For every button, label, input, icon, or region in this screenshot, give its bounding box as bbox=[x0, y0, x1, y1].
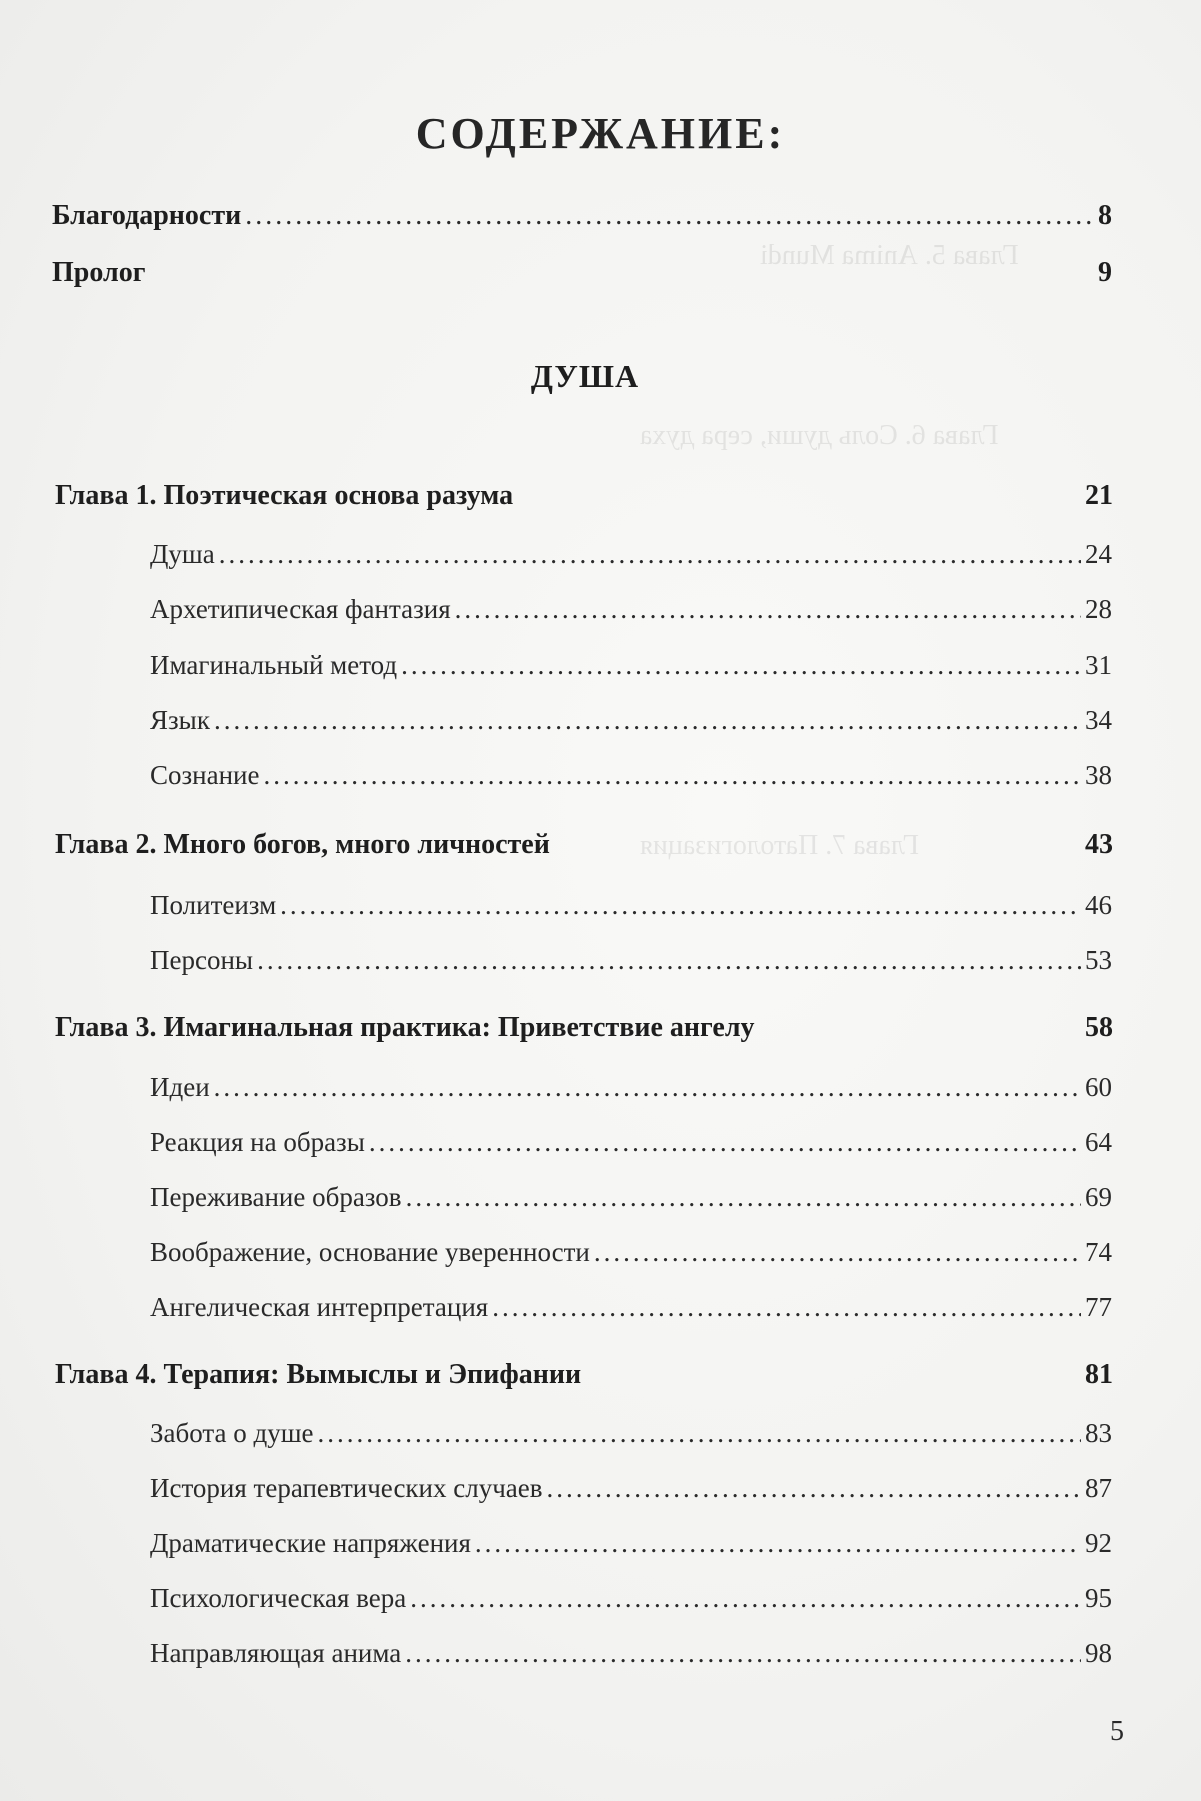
toc-section bbox=[150, 1232, 1112, 1272]
toc-entry-label: Благодарности bbox=[52, 200, 242, 231]
toc-section bbox=[150, 1578, 1112, 1618]
toc-section bbox=[150, 534, 1112, 574]
toc-page-number: 53 bbox=[1085, 945, 1112, 975]
toc-chapter-label: Глава 3. Имагинальная практика: Приветствие ангелу bbox=[55, 1012, 755, 1043]
toc-page-number: 95 bbox=[1085, 1583, 1112, 1613]
toc-section-label: Психологическая вера bbox=[150, 1583, 407, 1613]
toc-page-number: 28 bbox=[1085, 594, 1112, 624]
toc-section bbox=[150, 1067, 1112, 1107]
dot-leader bbox=[219, 534, 1081, 574]
dot-leader bbox=[245, 196, 1094, 236]
toc-page-number: 43 bbox=[1085, 829, 1113, 860]
page-number: 5 bbox=[1110, 1716, 1124, 1747]
toc-page-number: 9 bbox=[1098, 257, 1112, 288]
dot-leader bbox=[369, 1122, 1081, 1162]
dot-leader bbox=[318, 1413, 1081, 1453]
dot-leader bbox=[401, 645, 1081, 685]
toc-section bbox=[150, 1523, 1112, 1563]
toc-section-label: Ангелическая интерпретация bbox=[150, 1292, 489, 1322]
dot-leader bbox=[280, 885, 1081, 925]
toc-page-number: 21 bbox=[1085, 480, 1113, 511]
toc-section-label: Язык bbox=[150, 705, 210, 735]
toc-section bbox=[150, 1468, 1112, 1508]
toc-section-label: Душа bbox=[150, 539, 215, 569]
toc-page-number: 92 bbox=[1085, 1528, 1112, 1558]
toc-section bbox=[150, 589, 1112, 629]
toc-section-label: Реакция на образы bbox=[150, 1127, 365, 1157]
toc-chapter-label: Глава 2. Много богов, много личностей bbox=[55, 829, 550, 860]
toc-section bbox=[150, 1413, 1112, 1453]
toc-chapter-label: Глава 4. Терапия: Вымыслы и Эпифании bbox=[55, 1359, 582, 1390]
toc-section-label: Политеизм bbox=[150, 890, 277, 920]
toc-page-number: 58 bbox=[1085, 1012, 1113, 1043]
toc-section bbox=[150, 1177, 1112, 1217]
toc-section-label: Переживание образов bbox=[150, 1182, 402, 1212]
dot-leader bbox=[410, 1578, 1081, 1618]
dot-leader bbox=[406, 1177, 1081, 1217]
toc-page-number: 64 bbox=[1085, 1127, 1112, 1157]
show-through-text: Глава 7. Патологизация bbox=[640, 830, 919, 861]
toc-section-label: Архетипическая фантазия bbox=[150, 594, 451, 624]
toc-entry-prologue bbox=[52, 253, 1112, 293]
dot-leader bbox=[214, 700, 1081, 740]
toc-section bbox=[150, 700, 1112, 740]
show-through-text: Глава 5. Anima Mundi bbox=[760, 240, 1019, 271]
toc-page-number: 24 bbox=[1085, 539, 1112, 569]
toc-chapter bbox=[55, 1008, 1113, 1048]
toc-page-number: 81 bbox=[1085, 1359, 1113, 1390]
toc-section-label: История терапевтических случаев bbox=[150, 1473, 543, 1503]
toc-page-number: 8 bbox=[1098, 200, 1112, 231]
toc-page-number: 74 bbox=[1085, 1237, 1112, 1267]
toc-section bbox=[150, 1287, 1112, 1327]
dot-leader bbox=[547, 1468, 1081, 1508]
toc-section-label: Направляющая анима bbox=[150, 1638, 402, 1668]
toc-entry-label: Пролог bbox=[52, 257, 146, 288]
dot-leader bbox=[214, 1067, 1081, 1107]
part-heading: ДУША bbox=[530, 358, 640, 394]
toc-section bbox=[150, 940, 1112, 980]
toc-page-number: 34 bbox=[1085, 705, 1112, 735]
page-title: СОДЕРЖАНИЕ: bbox=[415, 109, 786, 158]
dot-leader bbox=[492, 1287, 1081, 1327]
toc-page-number: 60 bbox=[1085, 1072, 1112, 1102]
toc-section-label: Забота о душе bbox=[150, 1418, 314, 1448]
toc-page-number: 38 bbox=[1085, 760, 1112, 790]
toc-page-number: 77 bbox=[1085, 1292, 1112, 1322]
dot-leader bbox=[594, 1232, 1081, 1272]
dot-leader bbox=[405, 1633, 1081, 1673]
toc-section-label: Идеи bbox=[150, 1072, 210, 1102]
toc-page-number: 69 bbox=[1085, 1182, 1112, 1212]
show-through-text: Глава 6. Соль души, сера духа bbox=[640, 420, 999, 451]
toc-chapter bbox=[55, 825, 1113, 865]
dot-leader bbox=[475, 1523, 1081, 1563]
toc-chapter-label: Глава 1. Поэтическая основа разума bbox=[55, 480, 514, 511]
toc-chapter bbox=[55, 1355, 1113, 1395]
dot-leader bbox=[264, 755, 1082, 795]
toc-section-label: Имагинальный метод bbox=[150, 650, 398, 680]
toc-section-label: Персоны bbox=[150, 945, 254, 975]
dot-leader bbox=[257, 940, 1081, 980]
toc-page-number: 46 bbox=[1085, 890, 1112, 920]
toc-entry-acknowledgements bbox=[52, 196, 1112, 236]
toc-section-label: Сознание bbox=[150, 760, 260, 790]
toc-section bbox=[150, 755, 1112, 795]
dot-leader bbox=[455, 589, 1081, 629]
toc-page-number: 87 bbox=[1085, 1473, 1112, 1503]
toc-chapter bbox=[55, 476, 1113, 516]
toc-page-number: 83 bbox=[1085, 1418, 1112, 1448]
toc-page-number: 98 bbox=[1085, 1638, 1112, 1668]
toc-section bbox=[150, 1122, 1112, 1162]
toc-section bbox=[150, 1633, 1112, 1673]
toc-section bbox=[150, 645, 1112, 685]
toc-section-label: Воображение, основание уверенности bbox=[150, 1237, 590, 1267]
toc-page-number: 31 bbox=[1085, 650, 1112, 680]
toc-section bbox=[150, 885, 1112, 925]
toc-section-label: Драматические напряжения bbox=[150, 1528, 471, 1558]
